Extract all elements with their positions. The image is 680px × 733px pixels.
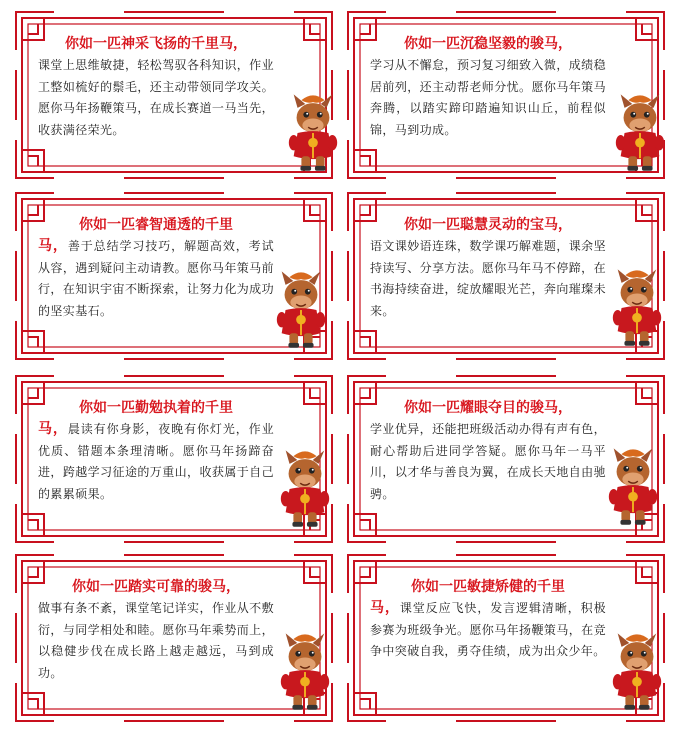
card-text: 善于总结学习技巧，解题高效，考试从容，遇到疑问主动请教。愿你马年策马前行，在知识宇宙不断探索，让努力化为成功的坚实基石。 bbox=[38, 239, 274, 318]
horse-mascot-icon bbox=[611, 94, 669, 174]
horse-mascot-icon bbox=[284, 94, 342, 174]
horse-mascot-icon bbox=[276, 450, 334, 530]
card-text: 语文课妙语连珠，数学课巧解难题，课余坚持读写、分享方法。愿你马年马不停蹄，在书海持续奋进，绽放耀眼光芒，奔向璀璨未来。 bbox=[370, 239, 606, 318]
card-title-continuation: 马， bbox=[38, 421, 68, 437]
card-title-continuation: 马， bbox=[38, 238, 68, 254]
card-body bbox=[38, 598, 274, 684]
card-title: 你如一匹神采飞扬的千里马， bbox=[65, 36, 247, 52]
message-card bbox=[346, 191, 666, 361]
message-card bbox=[346, 10, 666, 180]
horse-mascot-icon bbox=[604, 448, 662, 528]
card-title: 你如一匹勤勉执着的千里 bbox=[79, 400, 233, 416]
card-text: 学业优异，还能把班级活动办得有声有色，耐心帮助后进同学答疑。愿你马年一马平川，以才华与善良为翼，在成长天地自由驰骋。 bbox=[370, 422, 606, 501]
card-title: 你如一匹敏捷矫健的千里 bbox=[411, 579, 565, 595]
card-title: 你如一匹睿智通透的千里 bbox=[79, 217, 233, 233]
card-body bbox=[370, 236, 606, 322]
horse-mascot-icon bbox=[608, 269, 666, 349]
card-title: 你如一匹踏实可靠的骏马， bbox=[72, 579, 240, 595]
card-text: 课堂反应飞快，发言逻辑清晰，积极参赛为班级争光。愿你马年扬鞭策马，在竞争中突破自我，勇夺佳绩，成为出众少年。 bbox=[370, 601, 606, 658]
card-title: 你如一匹沉稳坚毅的骏马， bbox=[404, 36, 572, 52]
card-title: 你如一匹耀眼夺目的骏马， bbox=[404, 400, 572, 416]
horse-mascot-icon bbox=[276, 633, 334, 713]
card-body bbox=[370, 419, 606, 505]
card-body bbox=[370, 598, 606, 663]
message-card bbox=[14, 10, 334, 180]
message-card bbox=[346, 553, 666, 723]
horse-mascot-icon bbox=[608, 633, 666, 713]
card-text: 学习从不懈怠，预习复习细致入微，成绩稳居前列，还主动帮老师分忧。愿你马年策马奔腾，以踏实蹄印踏遍知识山丘，前程似锦，马到功成。 bbox=[370, 58, 606, 137]
message-card bbox=[346, 374, 666, 544]
card-text: 做事有条不紊，课堂笔记详实，作业从不敷衍，与同学相处和睦。愿你马年乘势而上，以稳健步伐在成长路上越走越远，马到成功。 bbox=[38, 601, 274, 680]
card-body bbox=[38, 55, 274, 141]
card-body bbox=[370, 55, 606, 141]
card-text: 课堂上思维敏捷，轻松驾驭各科知识，作业工整如梳好的鬃毛，还主动带领同学攻关。愿你马年扬鞭策马，在成长赛道一马当先，收获满径荣光。 bbox=[38, 58, 274, 137]
card-body bbox=[38, 419, 274, 505]
message-card bbox=[14, 553, 334, 723]
card-body bbox=[38, 236, 274, 322]
horse-mascot-icon bbox=[272, 271, 330, 351]
message-card bbox=[14, 374, 334, 544]
card-title: 你如一匹聪慧灵动的宝马， bbox=[404, 217, 572, 233]
message-card bbox=[14, 191, 334, 361]
card-text: 晨读有你身影，夜晚有你灯光，作业优质、错题本条理清晰。愿你马年扬蹄奋进，跨越学习征途的万重山，收获属于自己的累累硕果。 bbox=[38, 422, 274, 501]
card-title-continuation: 马， bbox=[370, 600, 400, 616]
